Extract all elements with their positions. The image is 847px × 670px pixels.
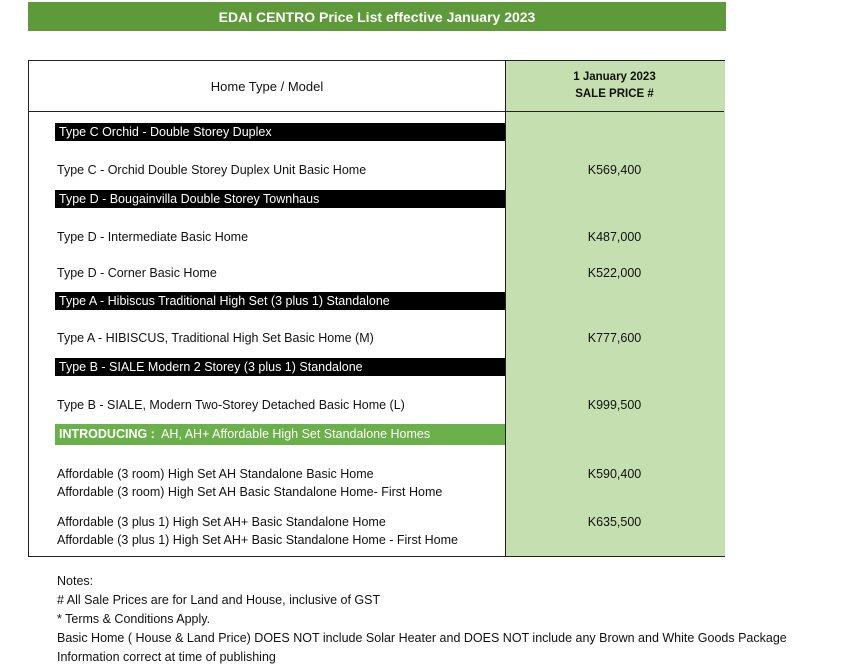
- introducing-label: INTRODUCING :: [59, 427, 155, 441]
- table-row-model: Affordable (3 room) High Set AH Standalone Basic Home: [57, 467, 374, 481]
- table-row-model: Type A - HIBISCUS, Traditional High Set Basic Home (M): [57, 331, 374, 345]
- header-divider: [29, 111, 724, 112]
- notes-heading: Notes:: [57, 574, 94, 588]
- column-header-model: Home Type / Model: [210, 78, 324, 94]
- table-row-price: K777,600: [587, 331, 642, 345]
- category-type-b: Type B - SIALE Modern 2 Storey (3 plus 1) Standalone: [55, 358, 505, 376]
- category-type-c: Type C Orchid - Double Storey Duplex: [55, 123, 505, 141]
- note-line: Information correct at time of publishing: [57, 650, 276, 664]
- table-row-model: Affordable (3 plus 1) High Set AH+ Basic Standalone Home: [57, 515, 386, 529]
- category-type-d: Type D - Bougainvilla Double Storey Townhaus: [55, 190, 505, 208]
- price-column-background: [505, 61, 725, 556]
- note-line: # All Sale Prices are for Land and House, inclusive of GST: [57, 593, 381, 607]
- price-header-date: 1 January 2023: [573, 71, 656, 83]
- table-row-model: Type D - Corner Basic Home: [57, 266, 217, 280]
- column-header-price: [505, 69, 724, 103]
- introducing-text: AH, AH+ Affordable High Set Standalone Homes: [161, 427, 431, 441]
- price-header-label: SALE PRICE #: [575, 88, 654, 100]
- table-row-model-secondary: Affordable (3 room) High Set AH Basic Standalone Home- First Home: [57, 485, 443, 499]
- note-line: Basic Home ( House & Land Price) DOES NOT include Solar Heater and DOES NOT include any Brown and White Goods Package: [57, 631, 787, 645]
- notes-section: [57, 572, 787, 667]
- page-title: EDAI CENTRO Price List effective January 2023: [28, 2, 726, 31]
- price-table: [28, 60, 725, 557]
- table-row-model-secondary: Affordable (3 plus 1) High Set AH+ Basic Standalone Home - First Home: [57, 533, 459, 547]
- table-row-model: Type D - Intermediate Basic Home: [57, 230, 249, 244]
- category-type-a: Type A - Hibiscus Traditional High Set (3 plus 1) Standalone: [55, 292, 505, 310]
- table-row-price: K487,000: [587, 230, 642, 244]
- table-row-price: K999,500: [587, 398, 642, 412]
- table-row-price: K522,000: [587, 266, 642, 280]
- table-row-model: Type B - SIALE, Modern Two-Storey Detached Basic Home (L): [57, 398, 405, 412]
- table-row-price: K635,500: [587, 515, 642, 529]
- table-row-price: K569,400: [587, 163, 642, 177]
- note-line: * Terms & Conditions Apply.: [57, 612, 211, 626]
- table-row-model: Type C - Orchid Double Storey Duplex Unit Basic Home: [57, 163, 367, 177]
- introducing-banner: [55, 424, 505, 445]
- table-row-price: K590,400: [587, 467, 642, 481]
